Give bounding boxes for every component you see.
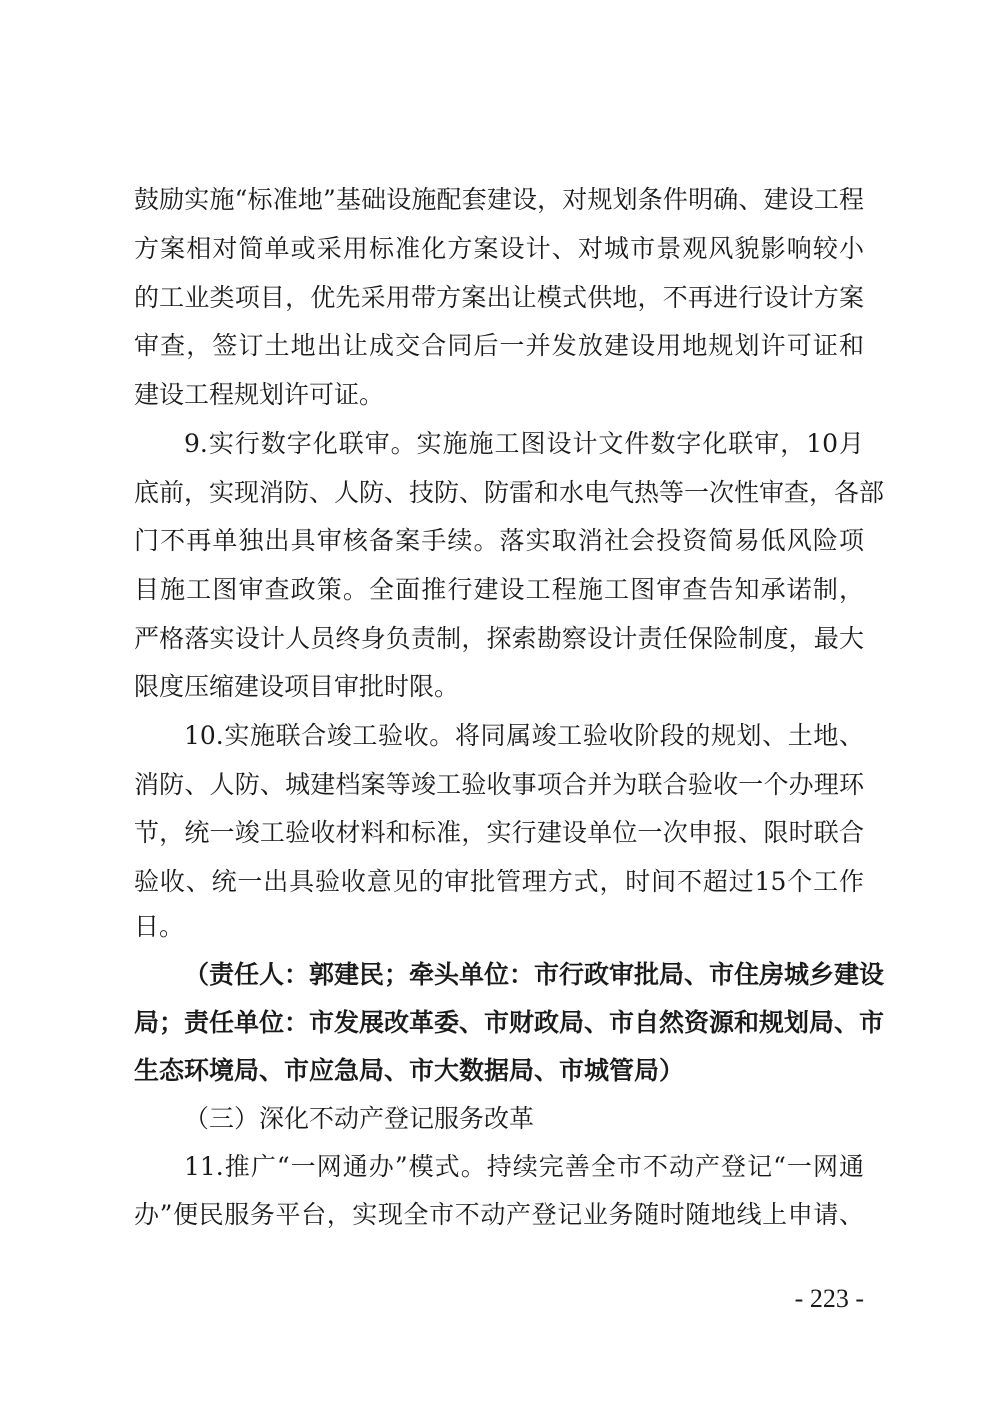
body-text-line: 方案相对简单或采用标准化方案设计、对城市景观风貌影响较小 [134,234,864,263]
body-text-line: 底前，实现消防、人防、技防、防雷和水电气热等一次性审查，各部 [134,478,885,507]
section-item-9-heading: 9.实行数字化联审。实施施工图设计文件数字化联审，10月 [184,429,864,458]
responsibility-note-line: （责任人：郭建民；牵头单位：市行政审批局、市住房城乡建设 [184,960,885,989]
body-text-line: 严格落实设计人员终身负责制，探索勘察设计责任保险制度，最大 [134,624,864,653]
subsection-heading: （三）深化不动产登记服务改革 [184,1104,535,1133]
body-text-line: 目施工图审查政策。全面推行建设工程施工图审查告知承诺制， [134,575,864,604]
body-text-line: 办”便民服务平台，实现全市不动产登记业务随时随地线上申请、 [134,1200,864,1229]
body-text-line: 消防、人防、城建档案等竣工验收事项合并为联合验收一个办理环 [134,770,864,799]
responsibility-note-line: 生态环境局、市应急局、市大数据局、市城管局） [134,1056,685,1085]
body-text-line: 验收、统一出具验收意见的审批管理方式，时间不超过15个工作 [134,867,864,896]
body-text-line: 的工业类项目，优先采用带方案出让模式供地，不再进行设计方案 [134,283,864,312]
responsibility-note-line: 局；责任单位：市发展改革委、市财政局、市自然资源和规划局、市 [134,1008,885,1037]
page-number: - 223 - [794,1284,864,1313]
body-text-line: 节，统一竣工验收材料和标准，实行建设单位一次申报、限时联合 [134,818,864,847]
body-text-line: 建设工程规划许可证。 [134,380,385,409]
body-text-line: 日。 [134,912,185,941]
body-text-line: 鼓励实施“标准地”基础设施配套建设，对规划条件明确、建设工程 [134,185,864,214]
section-item-11-heading: 11.推广“一网通办”模式。持续完善全市不动产登记“一网通 [184,1152,864,1181]
body-text-line: 审查，签订土地出让成交合同后一并发放建设用地规划许可证和 [134,331,864,360]
body-text-line: 门不再单独出具审核备案手续。落实取消社会投资简易低风险项 [134,526,864,555]
body-text-line: 限度压缩建设项目审批时限。 [134,672,460,701]
section-item-10-heading: 10.实施联合竣工验收。将同属竣工验收阶段的规划、土地、 [184,721,864,750]
